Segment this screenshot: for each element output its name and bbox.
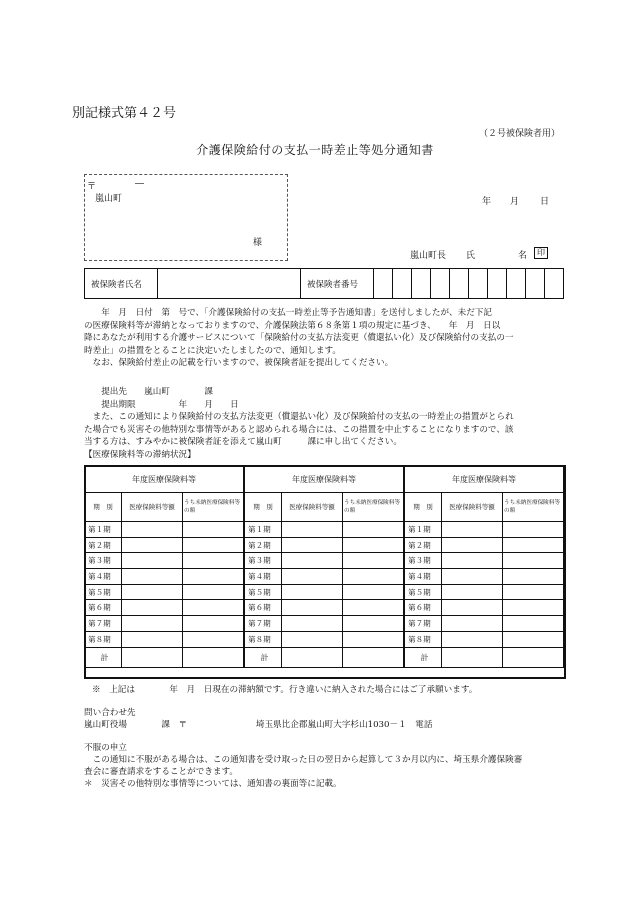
- body-line: なお、保険給付差止の記載を行いますので、被保険者証を提出してください。: [84, 358, 394, 369]
- col-amount: 医療保険料等額: [122, 493, 183, 522]
- submission-info: [84, 386, 566, 462]
- period-label: 第７期: [85, 616, 122, 632]
- appeal-title: 不服の申立: [84, 743, 127, 753]
- document-title: 介護保険給付の支払一時差止等処分通知書: [196, 143, 434, 157]
- period-label: 第１期: [85, 522, 122, 538]
- body-line: 年 月 日付 第 号で、「介護保険給付の支払一時差止等予告通知書」を送付しましたが、未だ下記: [84, 308, 493, 318]
- period-label: 第４期: [245, 569, 282, 585]
- period-label: 第１期: [245, 522, 282, 538]
- col-unpaid: うち未納医療保険料等の額: [343, 493, 404, 522]
- mayor-given-name: 名: [518, 251, 528, 261]
- address-town: 嵐山町: [95, 194, 123, 204]
- insured-number-cell: [507, 269, 526, 299]
- period-label: 第５期: [245, 584, 282, 600]
- insured-number-cell: [526, 269, 545, 299]
- body-line: 当する方は、すみやかに被保険者証を添えて嵐山町 課に申し出てください。: [84, 437, 402, 448]
- arrears-tables: [84, 465, 564, 668]
- insured-number-label: 被保険者番号: [301, 269, 374, 299]
- insured-number-cell: [545, 269, 564, 299]
- date-day: 日: [540, 197, 550, 207]
- period-label: 第３期: [405, 553, 442, 569]
- official-seal: 印: [534, 247, 548, 259]
- total-label: 計: [245, 647, 282, 667]
- postal-dash: ―: [135, 179, 144, 189]
- period-label: 第６期: [405, 600, 442, 616]
- period-label: 第７期: [245, 616, 282, 632]
- body-line: た場合でも災害その他特別な事情等があると認められる場合には、この措置を中止することになりますので、該: [84, 424, 514, 435]
- period-label: 第４期: [405, 569, 442, 585]
- period-label: 第５期: [85, 584, 122, 600]
- mayor-family-name: 氏: [466, 251, 476, 261]
- submit-deadline: 提出期限 年 月 日: [84, 399, 239, 410]
- body-line: 時差止」の措置をとることに決定いたしましたので、通知します。: [84, 345, 341, 356]
- insured-number-cell: [412, 269, 431, 299]
- body-line: の医療保険料等が滞納となっておりますので、介護保険法第６８条第１項の規定に基づき、 年 月 日以: [84, 320, 501, 331]
- period-label: 第１期: [405, 522, 442, 538]
- period-label: 第５期: [405, 584, 442, 600]
- arrears-table-2: [244, 465, 404, 668]
- contact-line: 嵐山町役場 課 〒 埼玉県比企郡嵐山町大字杉山1030－１ 電話: [84, 720, 433, 730]
- col-amount: 医療保険料等額: [282, 493, 343, 522]
- arrears-group-header: 年度医療保険料等: [405, 466, 564, 493]
- period-label: 第２期: [245, 537, 282, 553]
- total-label: 計: [405, 647, 442, 667]
- arrears-table-1: [84, 465, 244, 668]
- col-period: 期 別: [245, 493, 282, 522]
- period-label: 第２期: [405, 537, 442, 553]
- period-label: 第６期: [245, 600, 282, 616]
- period-label: 第３期: [245, 553, 282, 569]
- address-box: [84, 174, 288, 261]
- insured-type: （２号被保険者用）: [478, 129, 560, 139]
- period-label: 第８期: [405, 631, 442, 647]
- period-label: 第６期: [85, 600, 122, 616]
- date-year: 年: [482, 197, 492, 207]
- insured-number-cell: [469, 269, 488, 299]
- form-number: 別記様式第４２号: [72, 106, 177, 121]
- arrears-group-header: 年度医療保険料等: [245, 466, 404, 493]
- section-title: 【医療保険料等の滞納状況】: [84, 449, 196, 460]
- col-period: 期 別: [85, 493, 122, 522]
- period-label: 第７期: [405, 616, 442, 632]
- appeal-line: 査会に審査請求をすることができます。: [84, 767, 239, 777]
- mayor-title: 嵐山町長: [410, 251, 447, 261]
- body-line: また、この通知により保険給付の支払方法変更（償還払い化）及び保険給付の支払の一時差止の措置がとられ: [84, 412, 514, 423]
- period-label: 第４期: [85, 569, 122, 585]
- body-line: 降にあなたが利用する介護サービスについて「保険給付の支払方法変更（償還払い化）及び保険給付の支払の一: [84, 333, 514, 344]
- honorific: 様: [253, 238, 263, 248]
- insured-info-row: [84, 268, 564, 299]
- insured-number-cell: [431, 269, 450, 299]
- appeal-line: この通知に不服がある場合は、この通知書を受け取った日の翌日から起算して３か月以内に、埼玉県介護保険審: [84, 755, 523, 765]
- period-label: 第２期: [85, 537, 122, 553]
- disaster-note: ＊ 災害その他特別な事情等については、通知書の裏面等に記載。: [84, 779, 342, 789]
- period-label: 第８期: [85, 631, 122, 647]
- date-month: 月: [510, 197, 520, 207]
- total-label: 計: [85, 647, 122, 667]
- arrears-note: ※ 上記は 年 月 日現在の滞納額です。行き違いに納入された場合にはご了承願います。: [92, 685, 478, 695]
- submit-to: 提出先 嵐山町 課: [84, 387, 213, 397]
- arrears-table-3: [404, 465, 564, 668]
- insured-name-value: [158, 269, 301, 299]
- postal-mark: 〒: [87, 182, 97, 192]
- notice-body: [84, 307, 566, 370]
- insured-number-cell: [374, 269, 393, 299]
- arrears-group-header: 年度医療保険料等: [85, 466, 244, 493]
- col-unpaid: うち未納医療保険料等の額: [183, 493, 244, 522]
- insured-number-cell: [393, 269, 412, 299]
- insured-number-cell: [450, 269, 469, 299]
- contact-title: 問い合わせ先: [84, 708, 136, 718]
- insured-number-cell: [488, 269, 507, 299]
- period-label: 第８期: [245, 631, 282, 647]
- period-label: 第３期: [85, 553, 122, 569]
- col-amount: 医療保険料等額: [442, 493, 503, 522]
- col-unpaid: うち未納医療保険料等の額: [503, 493, 564, 522]
- col-period: 期 別: [405, 493, 442, 522]
- insured-name-label: 被保険者氏名: [85, 269, 158, 299]
